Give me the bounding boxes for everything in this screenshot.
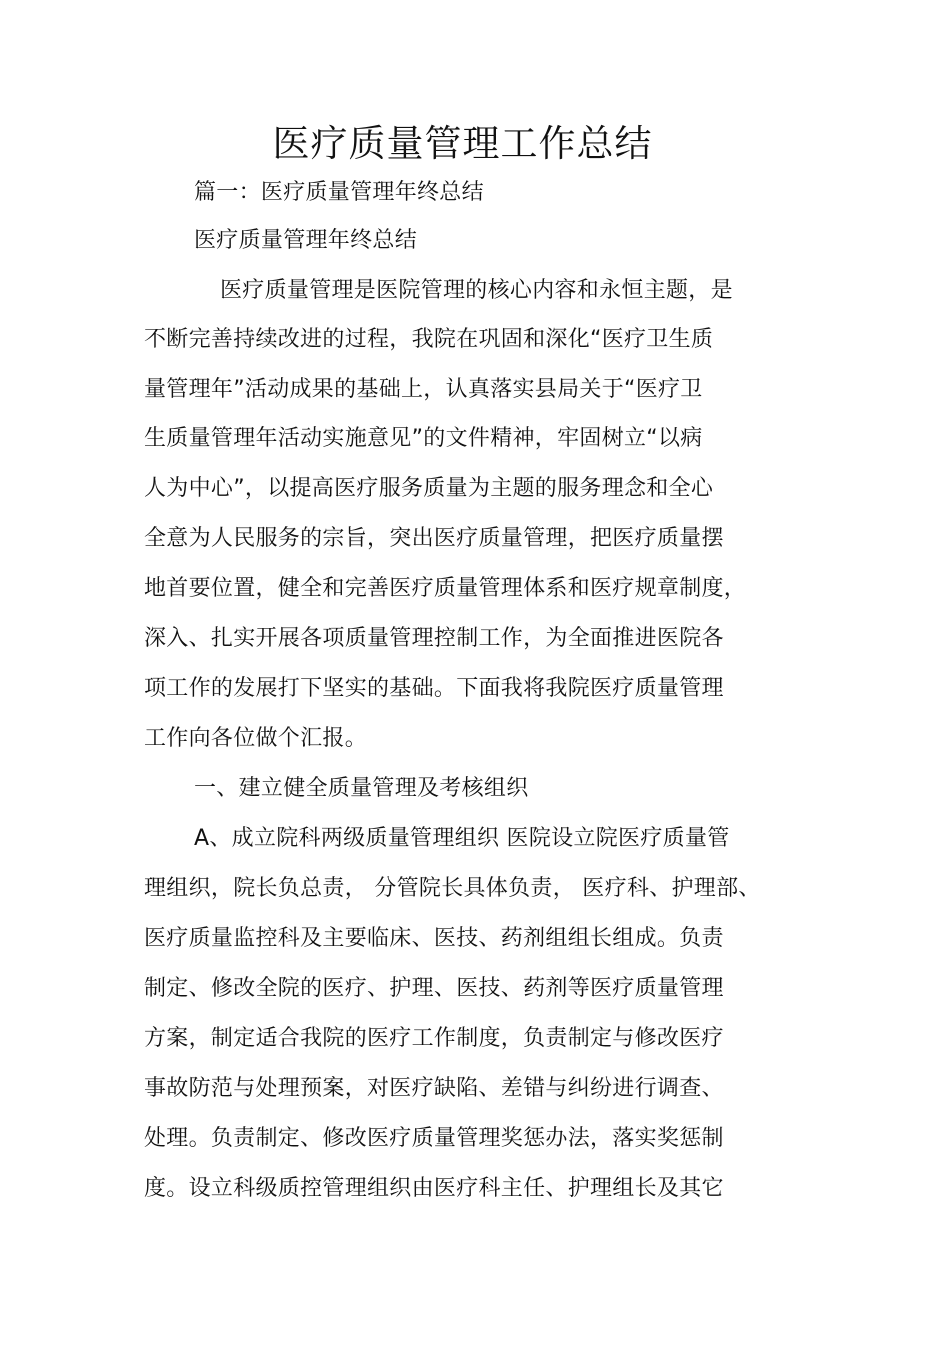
paragraph-line: 医疗质量管理是医院管理的核心内容和永恒主题，是 [220,278,733,303]
paragraph-line: 深入、扎实开展各项质量管理控制工作，为全面推进医院各 [144,626,724,651]
paragraph-line: A、成立院科两级质量管理组织 医院设立院医疗质量管 [194,826,730,851]
paragraph-line: 生质量管理年活动实施意见”的文件精神，牢固树立“以病 [144,426,703,451]
paragraph-line: 理组织，院长负总责， 分管院长具体负责， 医疗科、护理部、 [144,876,761,901]
section-heading: 篇一：医疗质量管理年终总结 [194,180,484,205]
paragraph-line: 事故防范与处理预案，对医疗缺陷、差错与纠纷进行调查、 [144,1076,724,1101]
paragraph-line: 全意为人民服务的宗旨，突出医疗质量管理，把医疗质量摆 [144,526,724,551]
paragraph-line: 工作向各位做个汇报。 [144,726,368,751]
paragraph-line: 量管理年”活动成果的基础上，认真落实县局关于“医疗卫 [144,377,703,402]
document-title: 医疗质量管理工作总结 [272,122,653,165]
paragraph-line: 度。设立科级质控管理组织由医疗科主任、护理组长及其它 [144,1176,724,1201]
paragraph-line: 方案，制定适合我院的医疗工作制度，负责制定与修改医疗 [144,1026,724,1051]
subtitle: 医疗质量管理年终总结 [194,228,418,253]
paragraph-line: 制定、修改全院的医疗、护理、医技、药剂等医疗质量管理 [144,976,724,1001]
paragraph-line: 不断完善持续改进的过程，我院在巩固和深化“医疗卫生质 [144,327,714,352]
paragraph-line: 地首要位置，健全和完善医疗质量管理体系和医疗规章制度， [144,576,747,601]
paragraph-line: 医疗质量监控科及主要临床、医技、药剂组组长组成。负责 [144,926,724,951]
section-heading: 一、建立健全质量管理及考核组织 [194,776,529,801]
paragraph-line: 处理。负责制定、修改医疗质量管理奖惩办法，落实奖惩制 [144,1126,724,1151]
paragraph-line: 人为中心”，以提高医疗服务质量为主题的服务理念和全心 [144,476,714,501]
paragraph-line: 项工作的发展打下坚实的基础。下面我将我院医疗质量管理 [144,676,724,701]
